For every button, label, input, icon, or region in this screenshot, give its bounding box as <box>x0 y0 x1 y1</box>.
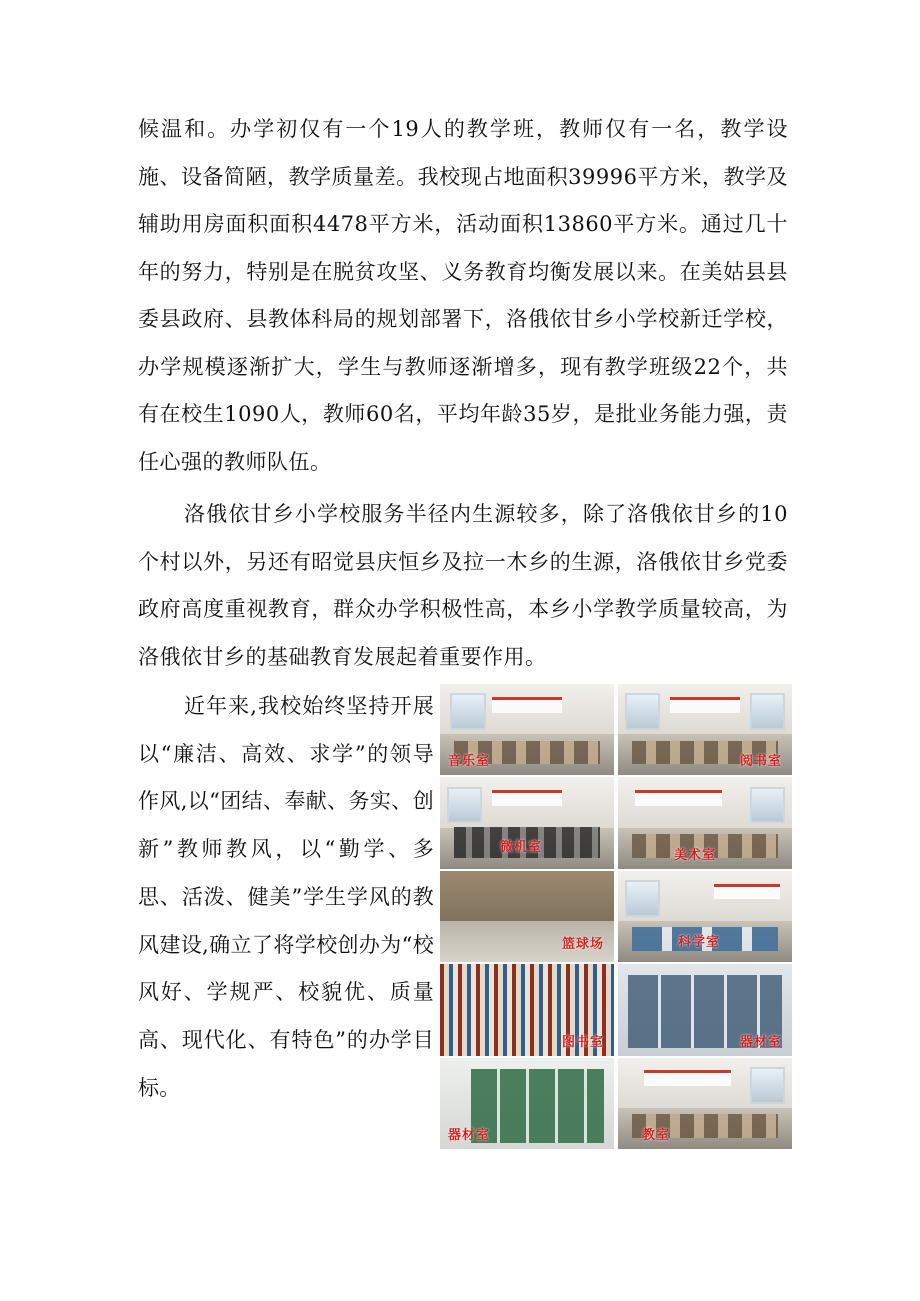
photo-classroom <box>618 1058 792 1149</box>
paragraph-student-sources: 洛俄依甘乡小学校服务半径内生源较多，除了洛俄依甘乡的10个村以外，另还有昭觉县庆恒乡及拉一木乡的生源，洛俄依甘乡党委政府高度重视教育，群众办学积极性高，本乡小学教学质量较高，为洛俄依甘乡的基础教育发展起着重要作用。 <box>138 502 788 669</box>
photo-label: 教室 <box>642 1127 671 1143</box>
paragraph-school-history: 候温和。办学初仅有一个19人的教学班，教师仅有一名，教学设施、设备简陋，教学质量差。我校现占地面积39996平方米，教学及辅助用房面积面积4478平方米，活动面积13860平方米。通过几十年的努力，特别是在脱贫攻坚、义务教育均衡发展以来。在美姑县县委县政府、县教体科局的规划部署下，洛俄依甘乡小学校新迁学校，办学规模逐渐扩大，学生与教师逐渐增多，现有教学班级22个，共有在校生1090人，教师60名，平均年龄35岁，是批业务能力强，责任心强的教师队伍。 <box>138 117 788 474</box>
photo-label: 器材室 <box>448 1127 491 1143</box>
photo-computer-room <box>440 777 614 868</box>
photo-art-room <box>618 777 792 868</box>
photo-label: 图书室 <box>561 1034 604 1050</box>
photo-label: 科学室 <box>678 935 721 951</box>
photo-label: 微机室 <box>500 839 543 855</box>
photo-reading-room <box>618 684 792 775</box>
photo-label: 美术室 <box>674 847 717 863</box>
photo-basketball-court <box>440 871 614 962</box>
photo-label: 篮球场 <box>561 937 604 953</box>
photo-science-room <box>618 871 792 962</box>
photo-label: 器材室 <box>739 1034 782 1050</box>
photo-books-room <box>440 964 614 1055</box>
paragraph-school-goals: 近年来,我校始终坚持开展以“廉洁、高效、求学”的领导作风,以“团结、奉献、务实、创新”教师教风，以“勤学、多思、活泼、健美”学生学风的教风建设,确立了将学校创办为“校风好、学规严、校貌优、质量高、现代化、有特色”的办学目标。 <box>138 694 434 1100</box>
photo-music-room <box>440 684 614 775</box>
photo-label: 阅书室 <box>739 754 782 770</box>
photo-equipment-room-2 <box>440 1058 614 1149</box>
photo-label: 音乐室 <box>448 754 491 770</box>
photo-equipment-room-1 <box>618 964 792 1055</box>
campus-photo-collage <box>440 684 792 1151</box>
